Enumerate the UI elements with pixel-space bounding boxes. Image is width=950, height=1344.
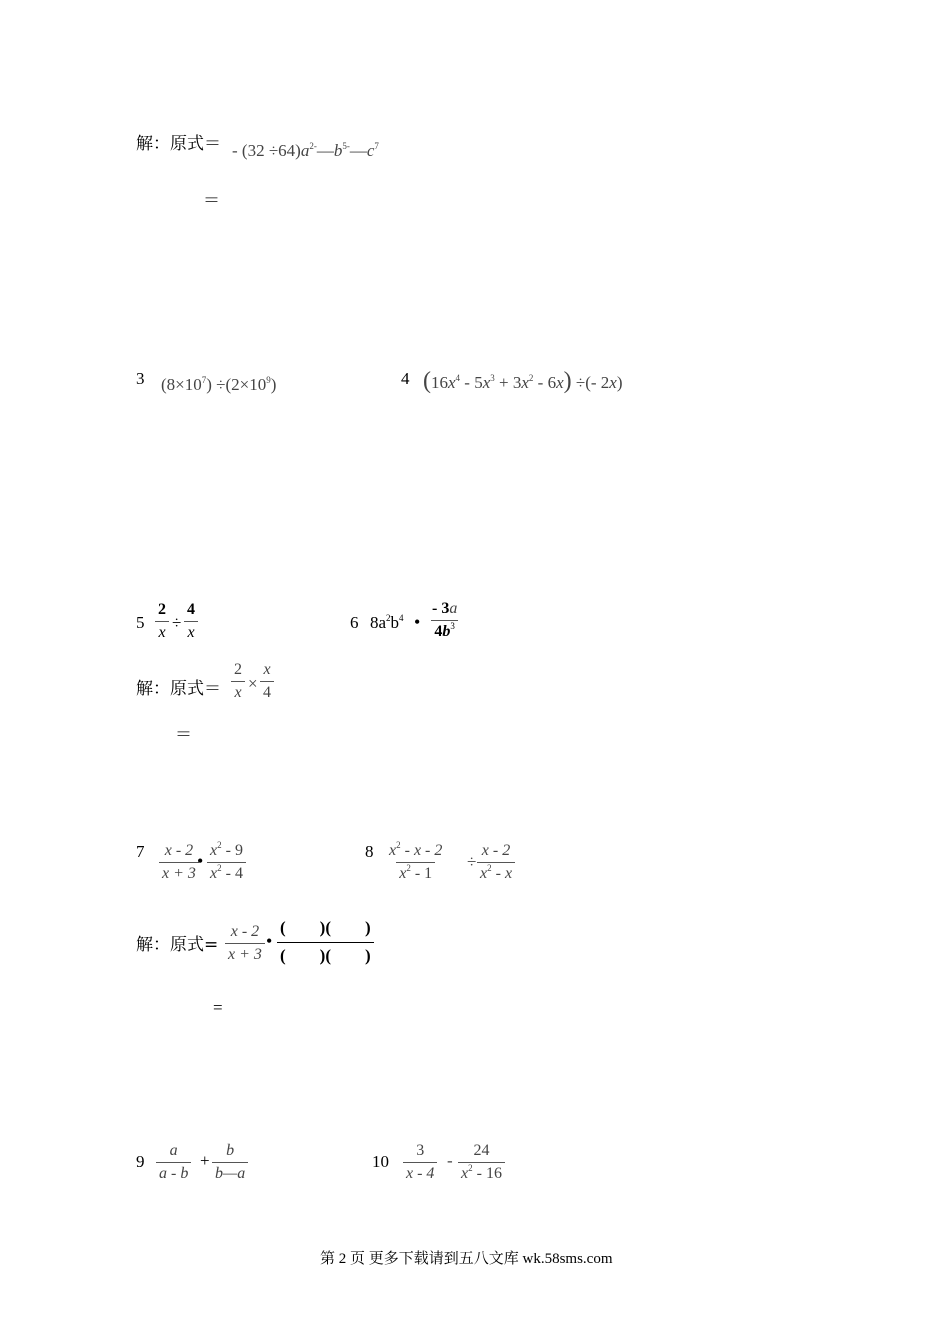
term: - 16 bbox=[472, 1165, 502, 1182]
denominator: x bbox=[231, 681, 244, 701]
exponent: 2 bbox=[528, 373, 534, 383]
fraction bbox=[260, 662, 274, 701]
numerator: 2 bbox=[234, 661, 242, 678]
fraction bbox=[155, 602, 169, 641]
var-a: a bbox=[449, 600, 458, 617]
paren: ) bbox=[616, 373, 623, 392]
var-x: x bbox=[448, 373, 456, 392]
fraction bbox=[477, 843, 515, 882]
solution-label: 解：原式= bbox=[136, 935, 219, 955]
term-8a2b4 bbox=[370, 613, 404, 633]
exponent: 3 bbox=[490, 373, 495, 383]
denominator: 4 bbox=[260, 681, 274, 701]
solution-label: 解：原式＝ bbox=[136, 679, 221, 699]
expr-part: ) ÷(2×10 bbox=[206, 375, 267, 394]
problem-number: 9 bbox=[136, 1152, 145, 1171]
var-x: x bbox=[210, 865, 218, 882]
exponent: 4 bbox=[455, 373, 461, 383]
denominator: a - b bbox=[156, 1162, 191, 1182]
exp-c: 7 bbox=[374, 141, 379, 151]
problem-number: 4 bbox=[401, 369, 410, 388]
numerator: 4 bbox=[187, 601, 195, 618]
blank-fraction bbox=[277, 919, 374, 964]
problem-number: 5 bbox=[136, 613, 145, 632]
denominator: 4 bbox=[434, 623, 443, 640]
var-x: x bbox=[480, 865, 488, 882]
problem-number: 3 bbox=[136, 369, 145, 388]
term: - 4 bbox=[221, 865, 243, 882]
expr-prefix: - (32 ÷64) bbox=[232, 141, 301, 160]
exp-a: 2- bbox=[309, 141, 317, 151]
numerator: x - 2 bbox=[230, 923, 260, 940]
denominator: ( )( ) bbox=[277, 942, 374, 964]
equals-sign: ＝ bbox=[175, 725, 192, 745]
exponent: 3 bbox=[450, 621, 455, 631]
fraction bbox=[184, 602, 198, 641]
numerator: a bbox=[169, 1142, 178, 1159]
equals-sign: = bbox=[213, 998, 223, 1017]
var-b: b bbox=[442, 623, 451, 640]
exponent: 2 bbox=[217, 840, 222, 850]
denominator: b—a bbox=[212, 1162, 248, 1182]
var-x: x bbox=[521, 373, 529, 392]
solution-label: 解：原式＝ bbox=[136, 134, 221, 154]
problem-number: 6 bbox=[350, 613, 359, 632]
exponent: 2 bbox=[468, 1163, 473, 1173]
expression-p3 bbox=[161, 375, 276, 395]
term: - 5 bbox=[460, 373, 483, 392]
multiply-dot: • bbox=[266, 931, 273, 951]
numerator: 24 bbox=[473, 1142, 490, 1159]
fraction bbox=[212, 1143, 248, 1182]
var-x: x bbox=[482, 373, 491, 392]
fraction bbox=[225, 924, 265, 963]
numerator: x - 2 bbox=[164, 842, 194, 859]
term: 8a bbox=[370, 613, 387, 632]
dash: — bbox=[316, 141, 334, 160]
term: - x - 2 bbox=[400, 842, 443, 859]
exponent: 2 bbox=[217, 863, 222, 873]
exponent: 4 bbox=[399, 613, 404, 623]
expression-p4 bbox=[423, 369, 623, 393]
numerator: ( )( ) bbox=[280, 918, 371, 937]
exponent: 2 bbox=[487, 863, 492, 873]
var-x: x bbox=[399, 865, 407, 882]
page-footer: 第 2 页 更多下载请到五八文库 wk.58sms.com bbox=[320, 1251, 613, 1267]
exponent: 7 bbox=[201, 375, 207, 385]
times-sign: × bbox=[248, 674, 258, 693]
fraction bbox=[386, 840, 445, 882]
exponent: 2 bbox=[386, 613, 391, 623]
problem-number: 7 bbox=[136, 842, 145, 861]
numerator: x - 2 bbox=[481, 842, 511, 859]
exponent: 9 bbox=[266, 375, 271, 385]
exponent: 2 bbox=[406, 863, 411, 873]
numerator: - 3 bbox=[432, 600, 450, 617]
multiply-dot: • bbox=[197, 851, 204, 871]
divide-sign: ÷ bbox=[172, 613, 182, 632]
var-c: c bbox=[366, 141, 375, 160]
var-x: x bbox=[609, 373, 617, 392]
paren: ) bbox=[563, 368, 572, 394]
var-a: a bbox=[300, 141, 310, 160]
var-b: b bbox=[333, 141, 343, 160]
numerator: x bbox=[263, 661, 271, 678]
numerator: 3 bbox=[416, 1142, 425, 1159]
denominator: x bbox=[184, 621, 197, 641]
var-x: x bbox=[389, 842, 397, 859]
expr-part: (8×10 bbox=[161, 375, 202, 394]
exp-b: 5- bbox=[342, 141, 350, 151]
fraction bbox=[207, 840, 246, 882]
denominator: x + 3 bbox=[159, 862, 199, 882]
denominator: x - 4 bbox=[403, 1162, 437, 1182]
term: 16 bbox=[431, 373, 448, 392]
denominator: x + 3 bbox=[225, 943, 265, 963]
minus-sign: - bbox=[447, 1151, 453, 1170]
var-x: x bbox=[461, 1165, 469, 1182]
fraction bbox=[156, 1143, 191, 1182]
problem-number: 10 bbox=[372, 1152, 389, 1171]
term: - 1 bbox=[410, 865, 433, 882]
fraction bbox=[403, 1143, 437, 1182]
fraction bbox=[231, 662, 245, 701]
term: ÷(- 2 bbox=[571, 373, 610, 392]
var-x: x bbox=[210, 842, 218, 859]
exponent: 2 bbox=[396, 840, 401, 850]
divide-sign: ÷ bbox=[467, 852, 477, 871]
paren: ( bbox=[423, 368, 431, 394]
fraction bbox=[429, 601, 460, 640]
expression-p1 bbox=[232, 141, 379, 161]
dash: — bbox=[349, 141, 367, 160]
var-x: x bbox=[556, 373, 564, 392]
term: - x bbox=[491, 865, 513, 882]
denominator: x bbox=[155, 621, 168, 641]
numerator: 2 bbox=[158, 601, 166, 618]
problem-number: 8 bbox=[365, 842, 374, 861]
term: - 9 bbox=[221, 842, 243, 859]
fraction bbox=[159, 843, 199, 882]
equals-sign: ＝ bbox=[203, 191, 220, 211]
term: + 3 bbox=[494, 373, 522, 392]
expr-part: ) bbox=[270, 375, 277, 394]
multiply-dot: • bbox=[414, 612, 421, 632]
fraction bbox=[458, 1143, 505, 1182]
plus-sign: + bbox=[200, 1151, 210, 1170]
term: - 6 bbox=[533, 373, 557, 392]
term: b bbox=[390, 613, 400, 632]
numerator: b bbox=[226, 1142, 235, 1159]
